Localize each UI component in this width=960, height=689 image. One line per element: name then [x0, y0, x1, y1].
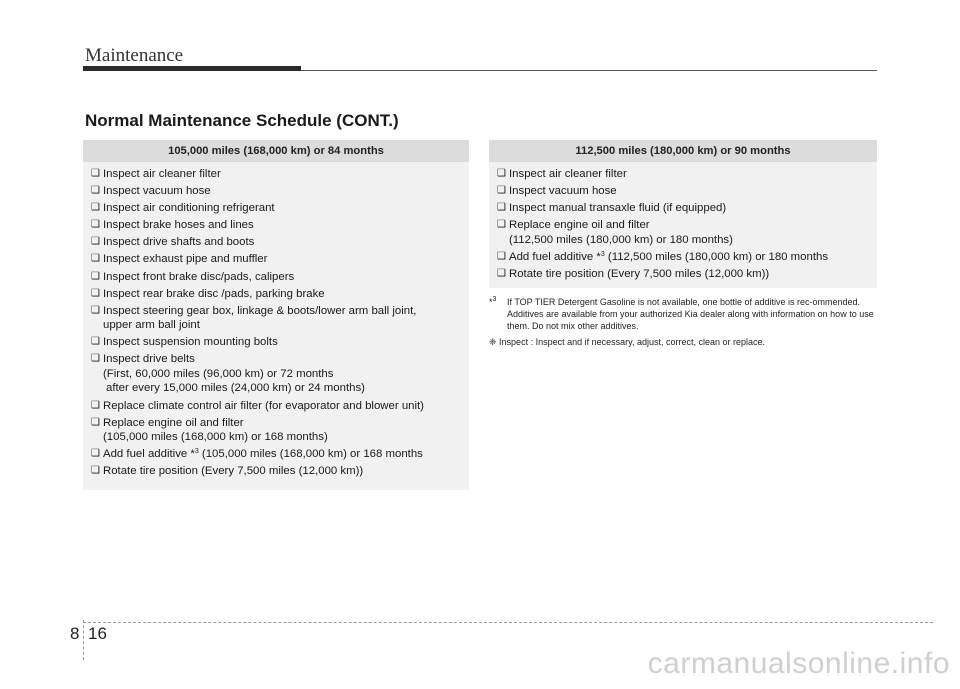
list-item: ❑ Inspect air cleaner filter — [91, 168, 221, 180]
list-item: ❑ Rotate tire position (Every 7,500 miles (12,000 km)) — [497, 267, 770, 280]
list-item: ❑ Inspect front brake disc/pads, calipers — [91, 270, 295, 283]
header-title: Maintenance — [85, 45, 184, 66]
footnote-ref: 3 — [600, 250, 605, 258]
list-item: ❑ Replace engine oil and filter (105,000 miles (168,000 km) or 168 months) — [91, 416, 328, 444]
section-title: Normal Maintenance Schedule (CONT.) — [85, 111, 399, 130]
list-item: ❑ Rotate tire position (Every 7,500 miles (12,000 km)) — [91, 465, 364, 478]
checkbox-icon: ❑ — [91, 168, 100, 179]
checkbox-icon: ❑ — [91, 399, 100, 411]
footer-page-number: 16 — [88, 624, 107, 643]
header-bar-thick — [83, 66, 301, 71]
list-item: ❑ Inspect suspension mounting bolts — [91, 336, 278, 349]
list-item: ❑ Add fuel additive *$^3$ (105,000 miles (168,000 km) or 168 months — [91, 448, 423, 461]
checkbox-icon: ❑ — [91, 270, 100, 282]
schedule-column-right — [489, 140, 877, 349]
column-heading-right: 112,500 miles (180,000 km) or 90 months — [489, 140, 877, 162]
list-item: ❑ Inspect drive shafts and boots — [91, 236, 255, 249]
footer-line — [83, 622, 933, 623]
list-item: ❑ Inspect rear brake disc /pads, parking brake — [91, 287, 325, 300]
checkbox-icon: ❑ — [497, 267, 506, 279]
checkbox-icon: ❑ — [91, 202, 100, 214]
checkbox-icon: ❑ — [91, 353, 100, 365]
checkbox-icon: ❑ — [91, 336, 100, 348]
inspect-note: ❈ Inspect : Inspect and if necessary, adjust, correct, clean or replace. — [489, 337, 766, 348]
notes — [489, 297, 877, 349]
schedule-column-left — [83, 140, 469, 490]
list-item: ❑ Inspect vacuum hose — [497, 185, 617, 198]
inspect-note-icon: ❈ — [489, 337, 497, 348]
footnote-ref: 3 — [194, 448, 199, 456]
checkbox-icon: ❑ — [497, 168, 506, 179]
list-item: ❑ Inspect vacuum hose — [91, 185, 211, 198]
checkbox-icon: ❑ — [497, 250, 506, 262]
list-item: ❑ Replace engine oil and filter (112,500 miles (180,000 km) or 180 months) — [497, 219, 733, 246]
checkbox-icon: ❑ — [91, 287, 100, 299]
checkbox-icon: ❑ — [91, 236, 100, 248]
column-heading-left: 105,000 miles (168,000 km) or 84 months — [83, 140, 469, 162]
checkbox-icon: ❑ — [91, 416, 100, 428]
item-list-left — [83, 162, 469, 485]
checkbox-icon: ❑ — [497, 202, 506, 214]
list-item: ❑ Inspect exhaust pipe and muffler — [91, 253, 268, 266]
list-item: ❑ Replace climate control air filter (for evaporator and blower unit) — [91, 399, 424, 412]
footnote: *$^3$ If TOP TIER Detergent Gasoline is not available, one bottle of additive is rec-ommended. Additives are available from your authorized Kia dealer along with information on how to use them. Do not mix other additives. — [489, 296, 874, 331]
list-item: ❑ Inspect steering gear box, linkage & boots/lower arm ball joint, upper arm ball joint — [91, 304, 417, 332]
checkbox-icon: ❑ — [91, 219, 100, 231]
checkbox-icon: ❑ — [91, 304, 100, 316]
footer-divider — [83, 620, 85, 660]
checkbox-icon: ❑ — [91, 448, 100, 460]
checkbox-icon: ❑ — [497, 185, 506, 197]
footnote-marker: *$^3$ — [489, 296, 497, 308]
list-item: ❑ Inspect drive belts (First, 60,000 miles (96,000 km) or 72 months after every 15,000 miles (24,000 km) or 24 months) — [91, 353, 365, 395]
checkbox-icon: ❑ — [91, 465, 100, 477]
header-bar-thin — [301, 70, 877, 71]
checkbox-icon: ❑ — [91, 253, 100, 265]
footer-chapter-number: 8 — [70, 624, 80, 643]
list-item: ❑ Inspect air conditioning refrigerant — [91, 202, 275, 215]
list-item: ❑ Inspect brake hoses and lines — [91, 219, 254, 232]
list-item: ❑ Add fuel additive *$^3$ (112,500 miles (180,000 km) or 180 months — [497, 250, 829, 263]
item-list-right — [489, 162, 877, 288]
checkbox-icon: ❑ — [497, 219, 506, 231]
watermark: carmanualsonline.info — [647, 647, 950, 680]
list-item: ❑ Inspect air cleaner filter — [497, 168, 627, 180]
checkbox-icon: ❑ — [91, 185, 100, 197]
list-item: ❑ Inspect manual transaxle fluid (if equipped) — [497, 202, 727, 215]
